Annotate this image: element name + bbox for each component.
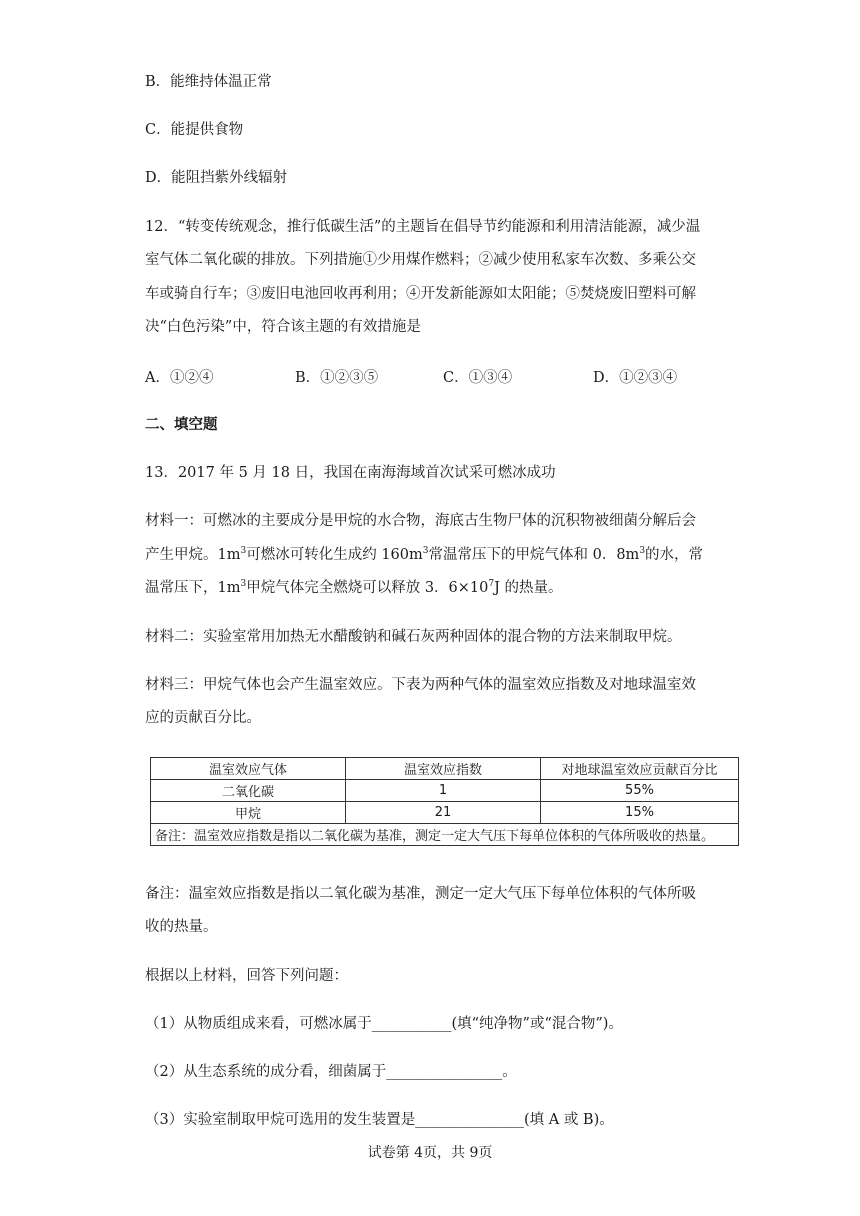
note-line-1: 备注：温室效应指数是指以二氧化碳为基准，测定一定大气压下每单位体积的气体所吸 (145, 886, 696, 902)
material-1-line-2: 产生甲烷。$1m^3$可燃冰可转化生成约 $160m^3$常温常压下的甲烷气体和 0．$8m^3$的水，常 (145, 546, 704, 563)
table-cell: 1 (346, 780, 541, 802)
table-header: 温室效应指数 (346, 758, 541, 780)
q13-title: 13．2017 年 5 月 18 日，我国在南海海域首次试采可燃冰成功 (145, 465, 556, 481)
sub-question-2: （2）从生态系统的成分看，细菌属于________________。 (145, 1064, 517, 1080)
material-1-line-1: 材料一：可燃冰的主要成分是甲烷的水合物，海底古生物尸体的沉积物被细菌分解后会 (145, 513, 696, 529)
q11-option-b: B．能维持体温正常 (145, 74, 272, 90)
q12-options (145, 366, 745, 388)
q12-option-a: A．①②④ (145, 370, 214, 386)
q12-option-c: C．①③④ (443, 370, 513, 386)
table-cell: 21 (346, 802, 541, 824)
material-3-line-2: 应的贡献百分比。 (145, 710, 261, 726)
table-row (151, 780, 739, 802)
table-header-row (151, 758, 739, 780)
q12-line-1: 12．“转变传统观念，推行低碳生活”的主题旨在倡导节约能源和利用清洁能源，减少温 (145, 219, 701, 235)
sub-question-1: （1）从物质组成来看，可燃冰属于___________(填“纯净物”或“混合物”)。 (145, 1016, 623, 1032)
section-title: 二、填空题 (145, 416, 218, 433)
q12-line-4: 决“白色污染”中，符合该主题的有效措施是 (145, 319, 421, 335)
q11-option-c: C．能提供食物 (145, 122, 244, 138)
table-header: 对地球温室效应贡献百分比 (541, 758, 739, 780)
q12-line-2: 室气体二氧化碳的排放。下列措施①少用煤作燃料；②减少使用私家车次数、多乘公交 (145, 252, 696, 268)
table-note: 备注：温室效应指数是指以二氧化碳为基准，测定一定大气压下每单位体积的气体所吸收的热量。 (151, 824, 739, 846)
table-cell: 二氧化碳 (151, 780, 346, 802)
material-1-line-3: 温常压下，$1m^3$甲烷气体完全燃烧可以释放 3．$6\times 10^7J$ 的热量。 (145, 579, 563, 596)
material-2: 材料二：实验室常用加热无水醋酸钠和碱石灰两种固体的混合物的方法来制取甲烷。 (145, 629, 682, 645)
q12-line-3: 车或骑自行车；③废旧电池回收再利用；④开发新能源如太阳能；⑤焚烧废旧塑料可解 (145, 286, 696, 302)
table-note-row (151, 824, 739, 846)
greenhouse-table (150, 757, 739, 846)
table-cell: 甲烷 (151, 802, 346, 824)
q12-option-d: D．①②③④ (593, 370, 678, 386)
table-cell: 15% (541, 802, 739, 824)
table-header: 温室效应气体 (151, 758, 346, 780)
table-cell: 55% (541, 780, 739, 802)
sub-question-3: （3）实验室制取甲烷可选用的发生装置是_______________(填 A 或 B)。 (145, 1112, 614, 1128)
material-3-line-1: 材料三：甲烷气体也会产生温室效应。下表为两种气体的温室效应指数及对地球温室效 (145, 677, 696, 693)
table-row (151, 802, 739, 824)
page-footer: 试卷第 4页，共 9页 (367, 1145, 493, 1161)
note-line-2: 收的热量。 (145, 919, 218, 935)
q12-option-b: B．①②③⑤ (295, 370, 379, 386)
questions-prompt: 根据以上材料，回答下列问题： (145, 968, 348, 984)
q11-option-d: D．能阻挡紫外线辐射 (145, 170, 288, 186)
